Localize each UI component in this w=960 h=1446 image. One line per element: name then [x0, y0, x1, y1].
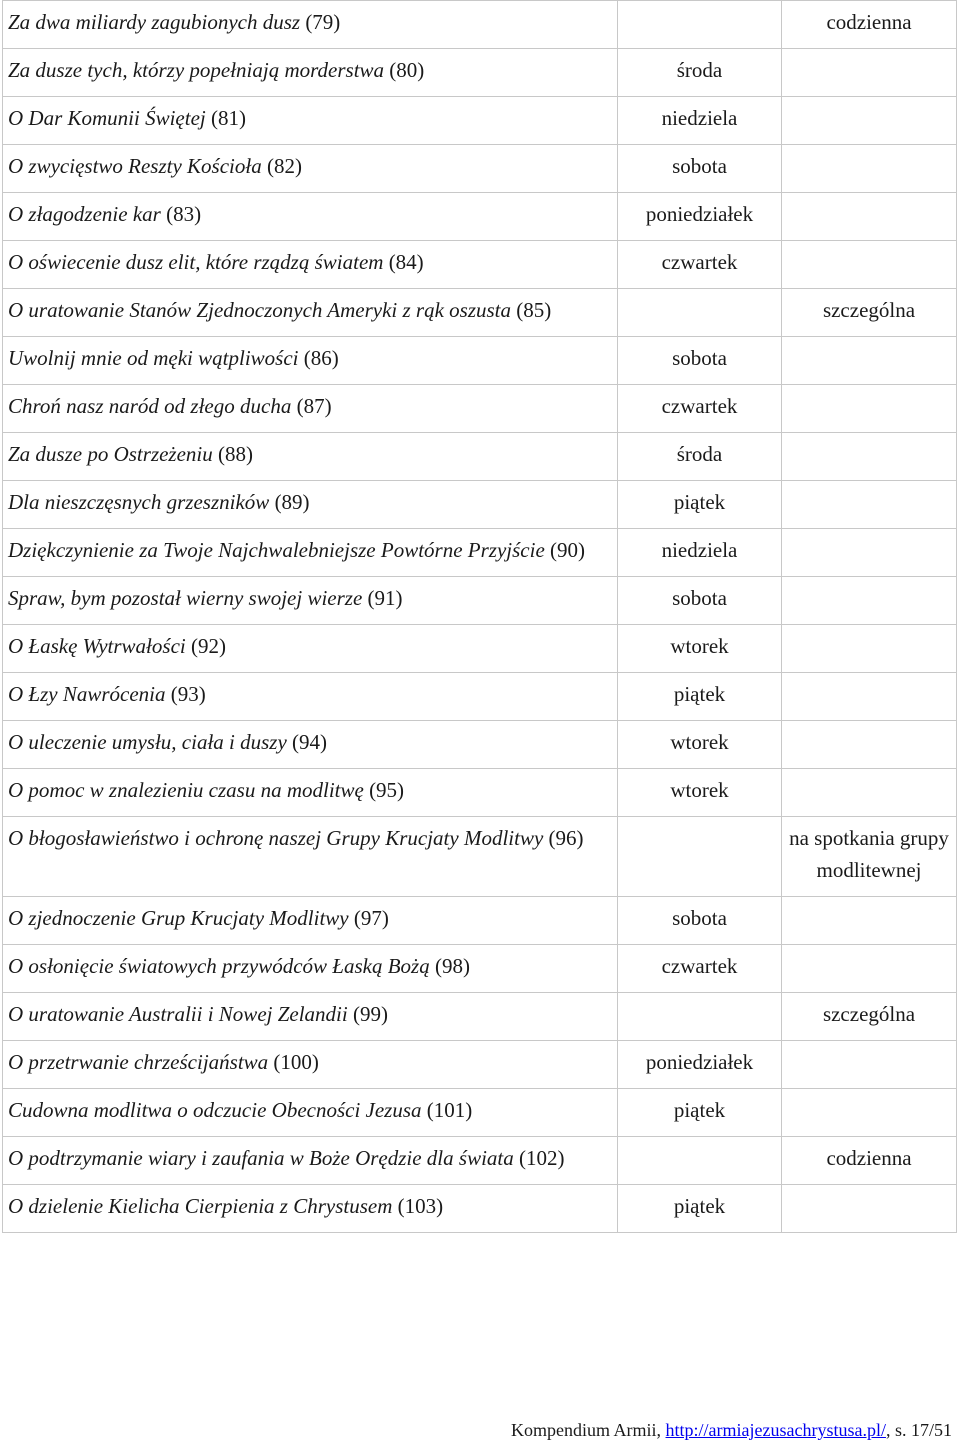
prayer-title: O zjednoczenie Grup Krucjaty Modlitwy	[8, 906, 349, 930]
prayer-kind	[782, 481, 957, 529]
prayer-title: O oświecenie dusz elit, które rządzą światem	[8, 250, 384, 274]
prayer-title-cell	[3, 49, 618, 97]
prayer-row	[3, 1185, 957, 1233]
prayer-number: (81)	[211, 106, 246, 130]
prayer-title-cell	[3, 1089, 618, 1137]
footer-link[interactable]: http://armiajezusachrystusa.pl/	[665, 1420, 886, 1440]
prayer-number: (102)	[519, 1146, 565, 1170]
prayer-number: (97)	[353, 906, 389, 930]
prayer-number: (87)	[296, 394, 332, 418]
prayer-day: piątek	[618, 673, 782, 721]
prayer-kind	[782, 625, 957, 673]
prayer-row	[3, 49, 957, 97]
prayer-day	[618, 1137, 782, 1185]
prayer-title-cell	[3, 721, 618, 769]
prayer-number: (80)	[389, 58, 425, 82]
prayer-title: O zwycięstwo Reszty Kościoła	[8, 154, 262, 178]
prayer-kind	[782, 945, 957, 993]
prayer-title-cell	[3, 145, 618, 193]
prayer-number: (84)	[388, 250, 424, 274]
prayer-day: wtorek	[618, 721, 782, 769]
prayer-title: O dzielenie Kielicha Cierpienia z Chrystusem	[8, 1194, 393, 1218]
prayer-number: (103)	[397, 1194, 444, 1218]
prayer-number: (85)	[516, 298, 552, 322]
prayer-day: sobota	[618, 897, 782, 945]
prayer-title: O błogosławieństwo i ochronę naszej Grupy Krucjaty Modlitwy	[8, 826, 544, 850]
prayer-kind	[782, 1041, 957, 1089]
prayer-kind	[782, 241, 957, 289]
prayer-row	[3, 993, 957, 1041]
prayer-day	[618, 993, 782, 1041]
prayer-title-cell	[3, 193, 618, 241]
prayer-title-cell	[3, 625, 618, 673]
prayer-number: (79)	[305, 10, 341, 34]
prayer-kind	[782, 433, 957, 481]
prayer-day: poniedziałek	[618, 1041, 782, 1089]
prayer-day: środa	[618, 49, 782, 97]
prayer-kind	[782, 721, 957, 769]
prayer-kind	[782, 529, 957, 577]
prayer-row	[3, 145, 957, 193]
prayer-title: Dziękczynienie za Twoje Najchwalebniejsze Powtórne Przyjście	[8, 538, 545, 562]
prayer-table-body	[3, 1, 957, 1233]
prayer-row	[3, 1137, 957, 1185]
prayer-number: (93)	[170, 682, 206, 706]
prayer-title-cell	[3, 577, 618, 625]
prayer-row	[3, 769, 957, 817]
prayer-title: O uleczenie umysłu, ciała i duszy	[8, 730, 287, 754]
prayer-day: sobota	[618, 577, 782, 625]
prayer-kind: codzienna	[782, 1, 957, 49]
prayer-kind	[782, 769, 957, 817]
prayer-day: sobota	[618, 337, 782, 385]
prayer-title: O podtrzymanie wiary i zaufania w Boże Orędzie dla świata	[8, 1146, 514, 1170]
prayer-day: piątek	[618, 1185, 782, 1233]
prayer-row	[3, 721, 957, 769]
prayer-day: niedziela	[618, 97, 782, 145]
prayer-day: wtorek	[618, 625, 782, 673]
page-footer	[511, 1418, 952, 1442]
prayer-number: (91)	[367, 586, 403, 610]
prayer-kind	[782, 577, 957, 625]
prayer-kind	[782, 193, 957, 241]
prayer-number: (90)	[550, 538, 586, 562]
prayer-title: Za dwa miliardy zagubionych dusz	[8, 10, 301, 34]
prayer-row	[3, 1, 957, 49]
prayer-day: sobota	[618, 145, 782, 193]
prayer-kind: codzienna	[782, 1137, 957, 1185]
prayer-number: (83)	[166, 202, 202, 226]
prayer-title-cell	[3, 817, 618, 897]
prayer-title-cell	[3, 337, 618, 385]
prayer-number: (94)	[292, 730, 328, 754]
prayer-title-cell	[3, 1041, 618, 1089]
prayer-day: piątek	[618, 1089, 782, 1137]
prayer-day	[618, 817, 782, 897]
prayer-title-cell	[3, 945, 618, 993]
prayer-day: czwartek	[618, 945, 782, 993]
prayer-title-cell	[3, 481, 618, 529]
prayer-row	[3, 673, 957, 721]
prayer-number: (92)	[190, 634, 226, 658]
prayer-number: (96)	[548, 826, 584, 850]
prayer-title: Za dusze po Ostrzeżeniu	[8, 442, 213, 466]
prayer-number: (95)	[369, 778, 405, 802]
prayer-row	[3, 577, 957, 625]
prayer-kind	[782, 1089, 957, 1137]
prayer-day	[618, 1, 782, 49]
prayer-number: (98)	[434, 954, 470, 978]
prayer-title: O Łaskę Wytrwałości	[8, 634, 186, 658]
prayer-kind	[782, 145, 957, 193]
prayer-day: niedziela	[618, 529, 782, 577]
prayer-title: O osłonięcie światowych przywódców Łaską Bożą	[8, 954, 430, 978]
prayer-kind	[782, 1185, 957, 1233]
prayer-title: O złagodzenie kar	[8, 202, 161, 226]
prayer-title: Za dusze tych, którzy popełniają morderstwa	[8, 58, 385, 82]
prayer-row	[3, 193, 957, 241]
prayer-number: (82)	[266, 154, 302, 178]
prayer-title: Chroń nasz naród od złego ducha	[8, 394, 292, 418]
prayer-row	[3, 385, 957, 433]
prayer-title: O uratowanie Australii i Nowej Zelandii	[8, 1002, 348, 1026]
prayer-row	[3, 625, 957, 673]
prayer-day	[618, 289, 782, 337]
prayer-table	[2, 0, 957, 1233]
prayer-day: czwartek	[618, 241, 782, 289]
prayer-kind	[782, 97, 957, 145]
footer-page-number: , s. 17/51	[885, 1420, 952, 1440]
prayer-day: piątek	[618, 481, 782, 529]
prayer-row	[3, 817, 957, 897]
prayer-title: Dla nieszczęsnych grzeszników	[8, 490, 270, 514]
prayer-row	[3, 897, 957, 945]
prayer-title: O Dar Komunii Świętej	[8, 106, 206, 130]
prayer-title-cell	[3, 897, 618, 945]
prayer-kind	[782, 385, 957, 433]
prayer-title: Spraw, bym pozostał wierny swojej wierze	[8, 586, 363, 610]
prayer-row	[3, 433, 957, 481]
prayer-title: O pomoc w znalezieniu czasu na modlitwę	[8, 778, 364, 802]
prayer-kind	[782, 897, 957, 945]
prayer-row	[3, 529, 957, 577]
prayer-row	[3, 945, 957, 993]
prayer-title: Uwolnij mnie od męki wątpliwości	[8, 346, 299, 370]
prayer-title-cell	[3, 993, 618, 1041]
prayer-title-cell	[3, 1, 618, 49]
prayer-number: (88)	[218, 442, 254, 466]
prayer-number: (86)	[303, 346, 339, 370]
prayer-row	[3, 337, 957, 385]
prayer-kind: szczególna	[782, 993, 957, 1041]
prayer-title-cell	[3, 673, 618, 721]
prayer-kind	[782, 49, 957, 97]
footer-prefix: Kompendium Armii,	[511, 1420, 666, 1440]
prayer-kind	[782, 673, 957, 721]
prayer-title-cell	[3, 1137, 618, 1185]
prayer-row	[3, 289, 957, 337]
prayer-title: O Łzy Nawrócenia	[8, 682, 166, 706]
prayer-title: Cudowna modlitwa o odczucie Obecności Jezusa	[8, 1098, 422, 1122]
prayer-title-cell	[3, 289, 618, 337]
prayer-day: wtorek	[618, 769, 782, 817]
prayer-day: poniedziałek	[618, 193, 782, 241]
prayer-row	[3, 481, 957, 529]
prayer-number: (101)	[426, 1098, 473, 1122]
prayer-kind	[782, 337, 957, 385]
prayer-title-cell	[3, 1185, 618, 1233]
prayer-row	[3, 1041, 957, 1089]
prayer-row	[3, 241, 957, 289]
prayer-row	[3, 97, 957, 145]
prayer-title-cell	[3, 241, 618, 289]
prayer-day: środa	[618, 433, 782, 481]
prayer-kind: szczególna	[782, 289, 957, 337]
prayer-title-cell	[3, 529, 618, 577]
prayer-kind: na spotkania grupy modlitewnej	[782, 817, 957, 897]
prayer-day: czwartek	[618, 385, 782, 433]
prayer-number: (99)	[352, 1002, 388, 1026]
prayer-title-cell	[3, 97, 618, 145]
prayer-title: O uratowanie Stanów Zjednoczonych Ameryki z rąk oszusta	[8, 298, 511, 322]
prayer-title-cell	[3, 769, 618, 817]
prayer-number: (89)	[274, 490, 310, 514]
prayer-title-cell	[3, 385, 618, 433]
prayer-row	[3, 1089, 957, 1137]
prayer-title: O przetrwanie chrześcijaństwa	[8, 1050, 269, 1074]
prayer-title-cell	[3, 433, 618, 481]
prayer-number: (100)	[273, 1050, 319, 1074]
